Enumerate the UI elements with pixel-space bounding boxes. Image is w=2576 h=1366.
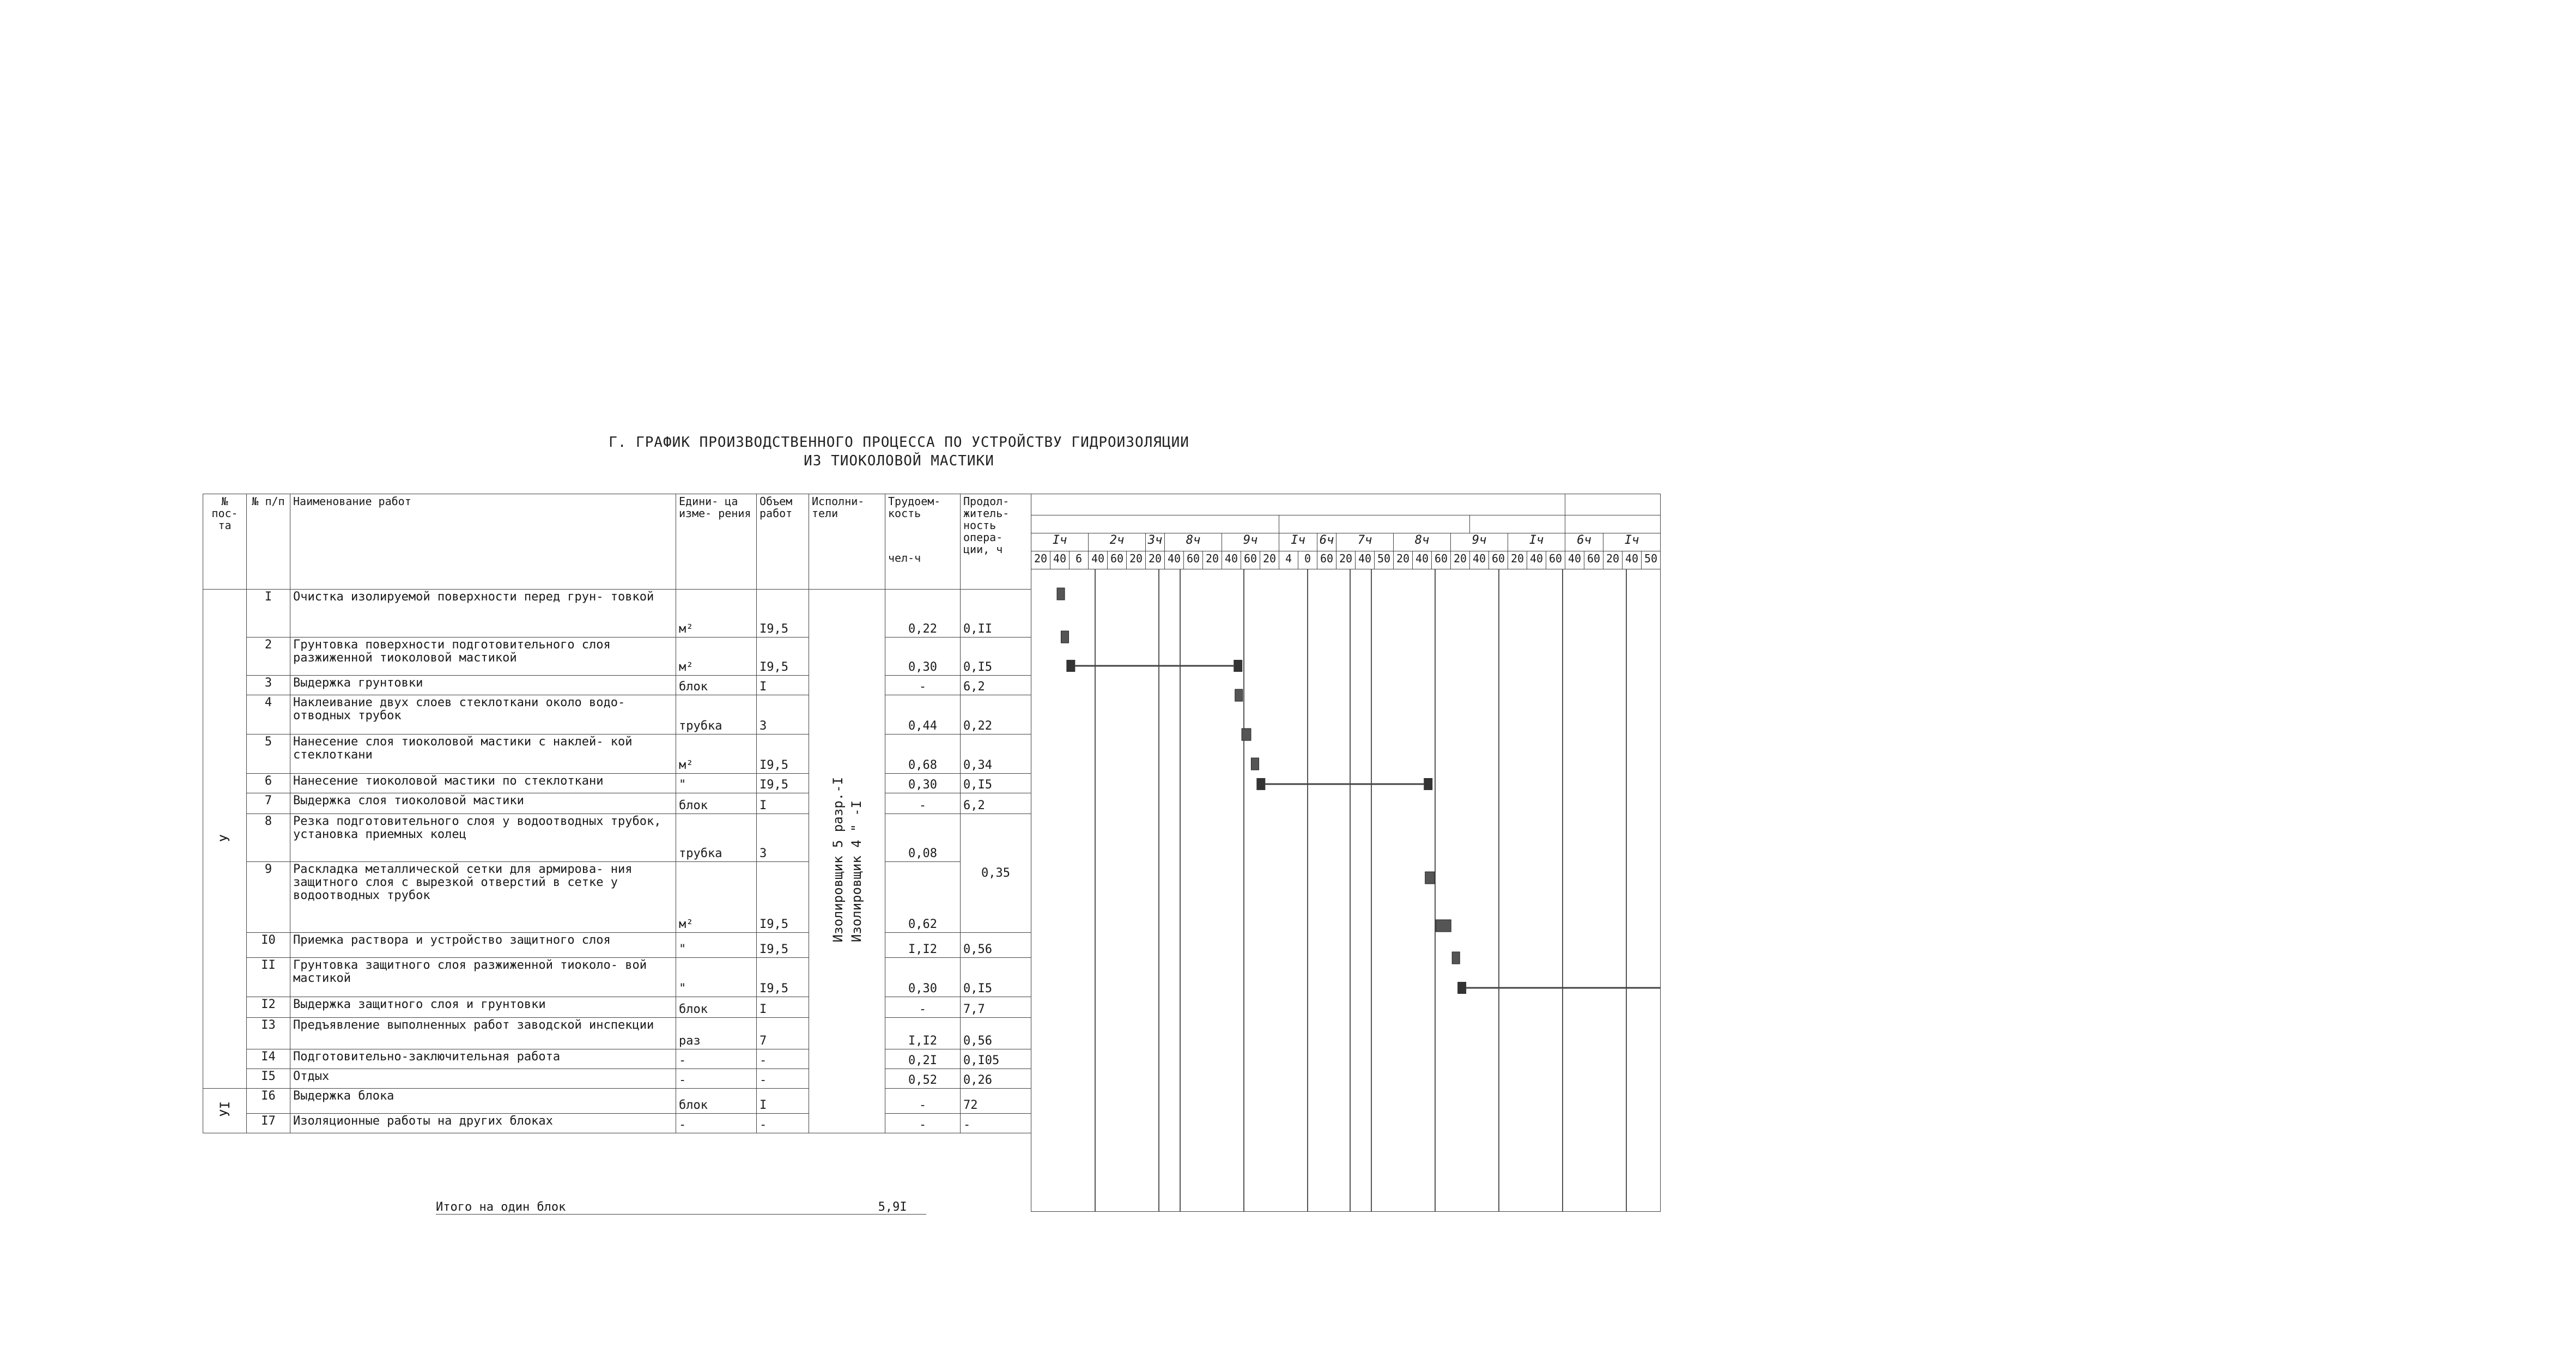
row-duration: 0,22 (961, 695, 1031, 734)
gantt-body (1031, 569, 1661, 1212)
hour-label: 2ч (1089, 533, 1146, 551)
table-row (203, 695, 1031, 734)
row-volume: I9,5 (757, 862, 809, 933)
row-name: Выдержка блока (290, 1089, 676, 1114)
row-volume: I (757, 1089, 809, 1114)
day-2 (1565, 494, 1661, 515)
shift-3 (1470, 515, 1565, 533)
row-duration: 0,56 (961, 1018, 1031, 1049)
gantt-bar-start (1066, 660, 1075, 672)
row-unit: - (676, 1114, 757, 1133)
hour-label: 9ч (1451, 533, 1508, 551)
executor-2: Изолировщик 4 " -I (848, 800, 864, 943)
row-duration: 0,I5 (961, 638, 1031, 676)
row-name: Наклеивание двух слоев стеклоткани около водо- отводных трубок (290, 695, 676, 734)
row-volume: - (757, 1069, 809, 1089)
tick-label: 40 (1565, 551, 1584, 569)
table-header-row (203, 494, 1031, 590)
gantt-bar (1235, 689, 1243, 701)
row-labor: I,I2 (885, 933, 961, 958)
page-title (599, 433, 1199, 470)
row-duration: 0,I5 (961, 958, 1031, 997)
table-row (203, 774, 1031, 793)
hour-label: 9ч (1222, 533, 1279, 551)
tick-label: 20 (1336, 551, 1356, 569)
tick-label: 50 (1642, 551, 1661, 569)
row-num: I5 (247, 1069, 290, 1089)
tick-label: 40 (1470, 551, 1489, 569)
gantt-bar (1425, 872, 1435, 884)
row-name: Отдых (290, 1069, 676, 1089)
tick-label: 40 (1165, 551, 1184, 569)
header-name: Наименование работ (290, 494, 676, 590)
row-num: I6 (247, 1089, 290, 1114)
table-row (203, 997, 1031, 1018)
gantt-bar-start (1256, 778, 1265, 790)
gantt-bar (1436, 920, 1451, 932)
row-num: 8 (247, 814, 290, 862)
gantt-bar-end (1424, 778, 1432, 790)
row-num: 4 (247, 695, 290, 734)
table-row (203, 1114, 1031, 1133)
row-labor: 0,08 (885, 814, 961, 862)
row-volume: I (757, 676, 809, 695)
row-name: Грунтовка поверхности подготовительного слоя разжиженной тиоколовой мастикой (290, 638, 676, 676)
tick-label: 20 (1203, 551, 1222, 569)
executor-1: Изолировщик 5 разр.-I (830, 776, 846, 943)
tick-label: 6 (1070, 551, 1089, 569)
title-line-2: ИЗ ТИОКОЛОВОЙ МАСТИКИ (804, 453, 994, 469)
row-labor: 0,44 (885, 695, 961, 734)
row-labor: - (885, 676, 961, 695)
table-row (203, 933, 1031, 958)
gantt-bar (1452, 952, 1460, 964)
row-unit: " (676, 933, 757, 958)
tick-label: 20 (1146, 551, 1165, 569)
row-labor: I,I2 (885, 1018, 961, 1049)
tick-label: 40 (1222, 551, 1241, 569)
row-labor: 0,22 (885, 590, 961, 638)
row-labor: - (885, 1089, 961, 1114)
row-volume: I9,5 (757, 734, 809, 774)
row-unit: " (676, 774, 757, 793)
tick-label: 40 (1413, 551, 1432, 569)
row-unit: блок (676, 676, 757, 695)
gantt-bar (1242, 728, 1251, 740)
row-name: Грунтовка защитного слоя разжиженной тиоколо- вой мастикой (290, 958, 676, 997)
header-num: № п/п (247, 494, 290, 590)
table-row (203, 590, 1031, 638)
hour-label: Iч (1031, 533, 1089, 551)
row-volume: - (757, 1049, 809, 1069)
row-name: Подготовительно-заключительная работа (290, 1049, 676, 1069)
row-volume: 3 (757, 814, 809, 862)
row-num: I7 (247, 1114, 290, 1133)
row-duration: 6,2 (961, 793, 1031, 814)
table-row (203, 676, 1031, 695)
hour-label: 6ч (1317, 533, 1336, 551)
tick-label: 60 (1489, 551, 1508, 569)
tick-label: 20 (1451, 551, 1470, 569)
row-volume: I (757, 997, 809, 1018)
total-label: Итого на один блок (436, 1200, 566, 1214)
row-labor: - (885, 1114, 961, 1133)
table-row (203, 638, 1031, 676)
header-volume: Объем работ (757, 494, 809, 590)
row-duration: 0,I05 (961, 1049, 1031, 1069)
row-volume: I9,5 (757, 638, 809, 676)
tick-label: 60 (1241, 551, 1260, 569)
row-volume: - (757, 1114, 809, 1133)
gantt-bar (1251, 758, 1259, 770)
table-row (203, 1069, 1031, 1089)
row-num: I0 (247, 933, 290, 958)
header-executors: Исполни- тели (809, 494, 885, 590)
row-duration: 0,II (961, 590, 1031, 638)
row-labor: 0,62 (885, 862, 961, 933)
row-duration: 0,34 (961, 734, 1031, 774)
row-labor: - (885, 997, 961, 1018)
total-value: 5,9I (878, 1200, 907, 1214)
shift-4 (1565, 515, 1661, 533)
tick-label: 20 (1603, 551, 1623, 569)
row-volume: 7 (757, 1018, 809, 1049)
row-num: 9 (247, 862, 290, 933)
row-name: Приемка раствора и устройство защитного слоя (290, 933, 676, 958)
row-duration: 0,I5 (961, 774, 1031, 793)
row-unit: - (676, 1069, 757, 1089)
row-num: 3 (247, 676, 290, 695)
row-duration: - (961, 1114, 1031, 1133)
works-table (203, 494, 1031, 1133)
row-name: Выдержка защитного слоя и грунтовки (290, 997, 676, 1018)
row-num: I2 (247, 997, 290, 1018)
table-body (203, 590, 1031, 1133)
tick-label: 40 (1050, 551, 1070, 569)
hour-label: Iч (1279, 533, 1317, 551)
row-unit: блок (676, 793, 757, 814)
hour-label: 6ч (1565, 533, 1603, 551)
gantt-bar-end (1234, 660, 1242, 672)
row-volume: 3 (757, 695, 809, 734)
tick-label: 60 (1108, 551, 1127, 569)
header-labor-title: Трудоем- кость (888, 495, 941, 520)
row-labor: 0,68 (885, 734, 961, 774)
row-name: Выдержка грунтовки (290, 676, 676, 695)
row-unit: " (676, 958, 757, 997)
hour-label: 7ч (1336, 533, 1394, 551)
row-num: 2 (247, 638, 290, 676)
tick-label: 20 (1127, 551, 1146, 569)
table-row (203, 814, 1031, 862)
row-labor: - (885, 793, 961, 814)
row-num: II (247, 958, 290, 997)
row-volume: I9,5 (757, 958, 809, 997)
tick-label: 60 (1584, 551, 1603, 569)
row-num: I (247, 590, 290, 638)
gantt-header-row (1031, 494, 1661, 515)
row-duration: 7,7 (961, 997, 1031, 1018)
tick-label: 0 (1298, 551, 1317, 569)
row-num: I3 (247, 1018, 290, 1049)
day-1 (1031, 494, 1565, 515)
tick-label: 40 (1089, 551, 1108, 569)
row-duration: 0,26 (961, 1069, 1031, 1089)
row-num: 5 (247, 734, 290, 774)
table-row (203, 734, 1031, 774)
row-unit: - (676, 1049, 757, 1069)
tick-label: 20 (1394, 551, 1413, 569)
tick-label: 40 (1527, 551, 1546, 569)
row-labor: 0,2I (885, 1049, 961, 1069)
tick-label: 4 (1279, 551, 1298, 569)
executors-cell (809, 590, 885, 1133)
tick-label: 50 (1375, 551, 1394, 569)
row-unit: блок (676, 1089, 757, 1114)
tick-label: 40 (1623, 551, 1642, 569)
row-duration: 0,35 (961, 814, 1031, 933)
row-duration: 6,2 (961, 676, 1031, 695)
row-name: Раскладка металлической сетки для армирова- ния защитного слоя с вырезкой отверстий в сетке у водоотводных трубок (290, 862, 676, 933)
row-volume: I (757, 793, 809, 814)
row-duration: 72 (961, 1089, 1031, 1114)
table-row (203, 1089, 1031, 1114)
header-post: № пос- та (203, 494, 247, 590)
tick-label: 40 (1356, 551, 1375, 569)
row-labor: 0,30 (885, 958, 961, 997)
total-line (436, 1200, 926, 1215)
post-label: УI (217, 1101, 233, 1117)
row-num: 7 (247, 793, 290, 814)
row-unit: м² (676, 638, 757, 676)
row-unit: блок (676, 997, 757, 1018)
shift-1 (1031, 515, 1279, 533)
gantt-svg (1031, 569, 1661, 1211)
row-unit: м² (676, 862, 757, 933)
title-line-1: Г. ГРАФИК ПРОИЗВОДСТВЕННОГО ПРОЦЕССА ПО УСТРОЙСТВУ ГИДРОИЗОЛЯЦИИ (609, 434, 1189, 451)
table-row (203, 793, 1031, 814)
row-volume: I9,5 (757, 774, 809, 793)
header-labor-unit: чел-ч (888, 551, 921, 564)
table-row (203, 1018, 1031, 1049)
row-unit: раз (676, 1018, 757, 1049)
post-label: У (217, 834, 233, 842)
row-num: I4 (247, 1049, 290, 1069)
row-volume: I9,5 (757, 933, 809, 958)
tick-label: 60 (1317, 551, 1336, 569)
row-volume: I9,5 (757, 590, 809, 638)
tick-label: 20 (1031, 551, 1050, 569)
table-row (203, 862, 1031, 933)
row-labor: 0,52 (885, 1069, 961, 1089)
hour-label: Iч (1508, 533, 1565, 551)
row-name: Нанесение слоя тиоколовой мастики с наклей- кой стеклоткани (290, 734, 676, 774)
row-num: 6 (247, 774, 290, 793)
row-name: Выдержка слоя тиоколовой мастики (290, 793, 676, 814)
row-unit: трубка (676, 695, 757, 734)
row-labor: 0,30 (885, 638, 961, 676)
row-duration: 0,56 (961, 933, 1031, 958)
row-name: Изоляционные работы на других блоках (290, 1114, 676, 1133)
header-unit: Едини- ца изме- рения (676, 494, 757, 590)
gantt-header-row (1031, 533, 1661, 551)
gantt-body-row (1031, 569, 1661, 1212)
gantt-header-row (1031, 551, 1661, 569)
row-name: Предъявление выполненных работ заводской инспекции (290, 1018, 676, 1049)
gantt-header-row (1031, 515, 1661, 533)
header-duration: Продол- житель- ность опера- ции, ч (961, 494, 1031, 590)
gantt-header (1031, 494, 1661, 569)
hour-label: 8ч (1394, 533, 1451, 551)
tick-label: 60 (1184, 551, 1203, 569)
row-name: Резка подготовительного слоя у водоотводных трубок, установка приемных колец (290, 814, 676, 862)
gantt-bar (1057, 588, 1065, 600)
tick-label: 20 (1508, 551, 1527, 569)
tick-label: 60 (1432, 551, 1451, 569)
row-labor: 0,30 (885, 774, 961, 793)
tick-label: 60 (1546, 551, 1565, 569)
row-name: Очистка изолируемой поверхности перед грун- товкой (290, 590, 676, 638)
gantt-bar (1061, 631, 1068, 643)
table-row (203, 1049, 1031, 1069)
row-unit: м² (676, 734, 757, 774)
hour-label: 3ч (1146, 533, 1165, 551)
post-cell-5 (203, 590, 247, 1089)
tick-label: 20 (1260, 551, 1279, 569)
header-labor (885, 494, 961, 590)
table-row (203, 958, 1031, 997)
post-cell-6 (203, 1089, 247, 1133)
shift-2 (1279, 515, 1470, 533)
gantt-chart (1031, 494, 1661, 1212)
hour-label: Iч (1603, 533, 1661, 551)
gantt-bar-start (1457, 982, 1466, 994)
row-name: Нанесение тиоколовой мастики по стеклоткани (290, 774, 676, 793)
row-unit: трубка (676, 814, 757, 862)
row-unit: м² (676, 590, 757, 638)
hour-label: 8ч (1165, 533, 1222, 551)
